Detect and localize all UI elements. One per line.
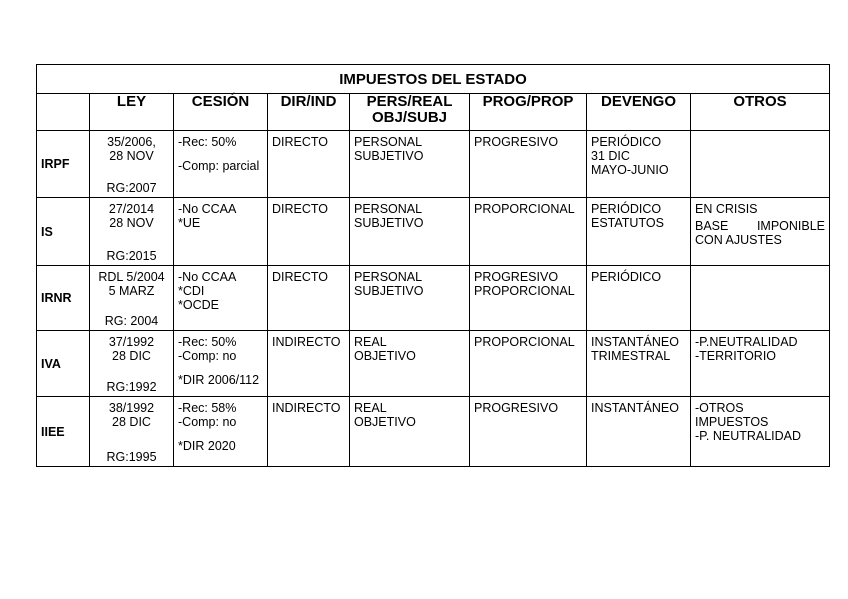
dir-ind-text: INDIRECTO [272,401,341,415]
dir-ind-cell [268,397,350,467]
header-cesion: CESIÓN [174,94,268,131]
pers-line: SUBJETIVO [354,216,424,230]
dir-ind-text: DIRECTO [272,135,329,149]
cesion-line: *DIR 2006/112 [178,373,260,387]
devengo-cell [587,331,691,397]
devengo-line: PERIÓDICO [591,202,662,216]
pers-line: SUBJETIVO [354,284,424,298]
dir-ind-cell [268,331,350,397]
cesion-line: *CDI [178,284,205,298]
ley-cell [90,198,174,266]
pers-line: OBJETIVO [354,415,416,429]
cesion-line: *UE [178,216,201,230]
otros-cell [691,131,830,198]
prog-line: PROPORCIONAL [474,335,575,349]
otros-line: -TERRITORIO [695,349,777,363]
pers-line: PERSONAL [354,135,423,149]
cesion-line: -No CCAA [178,270,237,284]
header-ley: LEY [90,94,174,131]
ley-text [90,198,173,230]
tax-name: IRNR [41,291,72,305]
ley-cell [90,266,174,331]
pers-real-cell [350,266,470,331]
header-pers-real: PERS/REAL OBJ/SUBJ [350,94,470,131]
devengo-line: INSTANTÁNEO [591,335,679,349]
table-row [37,198,830,266]
cesion-line: -Comp: no [178,415,237,429]
cesion-line: *OCDE [178,298,219,312]
devengo-cell [587,397,691,467]
tax-name-cell [37,198,90,266]
cesion-line: -Rec: 50% [178,135,237,149]
tax-name: IVA [41,356,61,371]
header-row [37,94,830,131]
ley-line: 28 DIC [112,349,151,363]
pers-line: PERSONAL [354,270,423,284]
devengo-line: 31 DIC [591,149,630,163]
devengo-line: PERIÓDICO [591,270,662,284]
otros-cell [691,397,830,467]
prog-prop-cell [470,331,587,397]
dir-ind-cell [268,131,350,198]
devengo-cell [587,131,691,198]
cesion-line [178,429,263,439]
tax-name-cell [37,131,90,198]
ley-line: 28 NOV [109,149,154,163]
otros-cell [691,331,830,397]
prog-prop-cell [470,397,587,467]
otros-line: CON AJUSTES [695,233,782,247]
otros-line: BASE IMPONIBLE [695,219,826,233]
ley-line: 35/2006, [107,135,156,149]
table-row [37,131,830,198]
rg-text: RG:1992 [106,380,157,394]
header-devengo: DEVENGO [587,94,691,131]
cesion-line [178,363,263,373]
dir-ind-text: DIRECTO [272,270,329,284]
cesion-line: *DIR 2020 [178,439,236,453]
otros-cell [691,198,830,266]
ley-line: RDL 5/2004 [98,270,165,284]
ley-cell [90,131,174,198]
prog-line: PROGRESIVO [474,270,559,284]
devengo-cell [587,198,691,266]
pers-real-cell [350,397,470,467]
cesion-line [178,149,263,159]
devengo-line: TRIMESTRAL [591,349,671,363]
devengo-line: MAYO-JUNIO [591,163,669,177]
table-title: IMPUESTOS DEL ESTADO [37,65,830,94]
header-dir-ind: DIR/IND [268,94,350,131]
ley-line: 28 NOV [109,216,154,230]
otros-line: IMPUESTOS [695,415,769,429]
devengo-cell [587,266,691,331]
otros-line: EN CRISIS [695,202,758,216]
pers-real-cell [350,331,470,397]
pers-line: SUBJETIVO [354,149,424,163]
cesion-line: -No CCAA [178,202,237,216]
tax-name: IIEE [41,424,65,439]
prog-line: PROGRESIVO [474,135,559,149]
header-otros: OTROS [691,94,830,131]
pers-line: REAL [354,401,387,415]
cesion-cell [174,331,268,397]
ley-line: 5 MARZ [108,284,155,298]
otros-line: -P. NEUTRALIDAD [695,429,802,443]
tax-name-cell [37,397,90,467]
pers-line: OBJETIVO [354,349,416,363]
cesion-cell [174,266,268,331]
dir-ind-text: DIRECTO [272,202,329,216]
header-empty [37,94,90,131]
prog-line: PROGRESIVO [474,401,559,415]
dir-ind-cell [268,198,350,266]
dir-ind-cell [268,266,350,331]
rg-text: RG:2007 [106,181,157,195]
cesion-cell [174,131,268,198]
otros-line: -OTROS [695,401,744,415]
ley-line: 37/1992 [108,335,155,349]
taxes-table [36,64,830,467]
table-row [37,266,830,331]
ley-line: 28 DIC [112,415,151,429]
prog-prop-cell [470,131,587,198]
pers-line: PERSONAL [354,202,423,216]
table-row [37,397,830,467]
ley-text [90,331,173,363]
table-row [37,331,830,397]
cesion-cell [174,397,268,467]
cesion-line: -Comp: parcial [178,159,260,173]
rg-text: RG: 2004 [104,314,159,328]
ley-cell [90,397,174,467]
cesion-line: -Rec: 58% [178,401,237,415]
prog-prop-cell [470,198,587,266]
pers-real-cell [350,131,470,198]
prog-prop-cell [470,266,587,331]
prog-line: PROPORCIONAL [474,284,575,298]
devengo-line: ESTATUTOS [591,216,664,230]
prog-line: PROPORCIONAL [474,202,575,216]
tax-name-cell [37,266,90,331]
pers-line: REAL [354,335,387,349]
ley-cell [90,331,174,397]
devengo-line: PERIÓDICO [591,135,662,149]
devengo-line: INSTANTÁNEO [591,401,679,415]
ley-text [90,131,173,163]
tax-name-cell [37,331,90,397]
rg-text: RG:2015 [106,249,157,263]
dir-ind-text: INDIRECTO [272,335,341,349]
ley-line: 38/1992 [108,401,155,415]
pers-real-cell [350,198,470,266]
rg-text: RG:1995 [106,450,157,464]
cesion-cell [174,198,268,266]
header-prog-prop: PROG/PROP [470,94,587,131]
cesion-line: -Comp: no [178,349,237,363]
tax-name: IS [41,224,53,239]
ley-text [90,266,173,298]
tax-name: IRPF [41,157,70,171]
ley-text [90,397,173,429]
otros-cell [691,266,830,331]
cesion-line: -Rec: 50% [178,335,237,349]
otros-line: -P.NEUTRALIDAD [695,335,798,349]
ley-line: 27/2014 [108,202,155,216]
